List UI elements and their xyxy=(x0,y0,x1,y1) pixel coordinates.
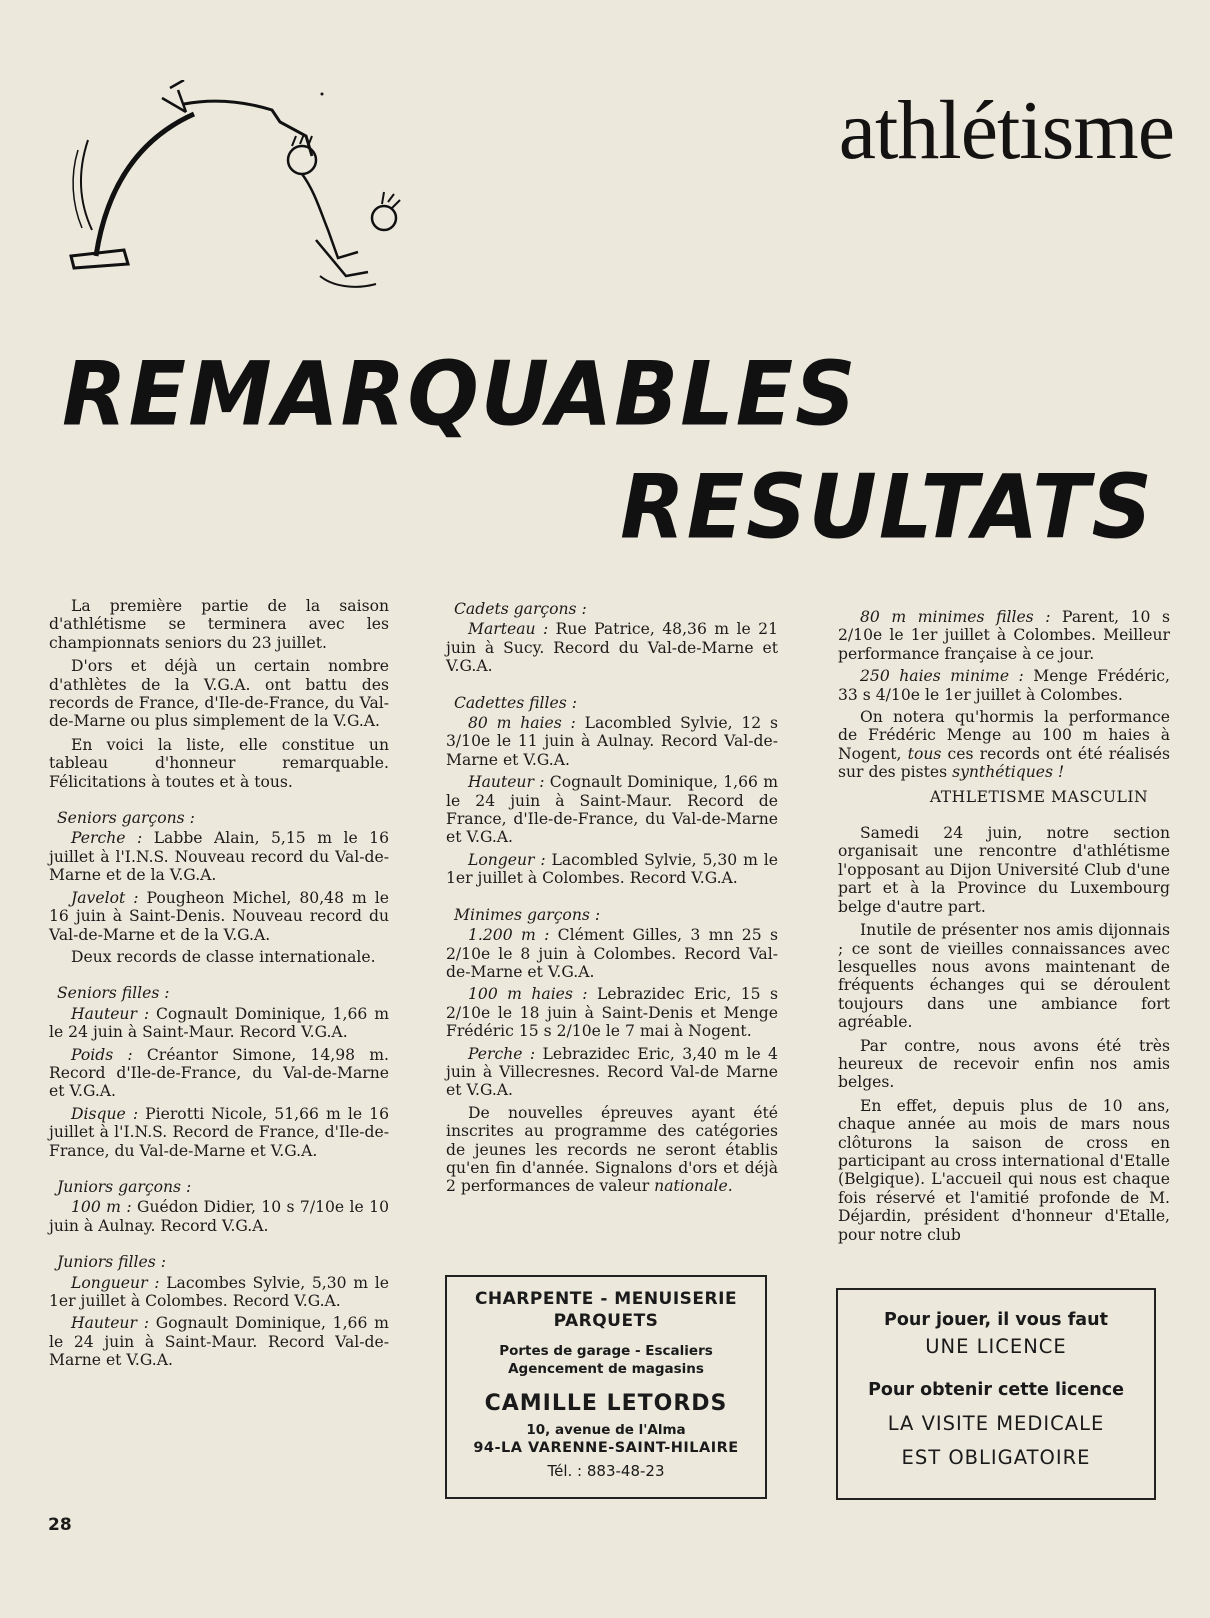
subsection-heading: ATHLETISME MASCULIN xyxy=(929,787,1149,806)
record-entry xyxy=(446,714,778,769)
event-label: Hauteur : xyxy=(71,1004,150,1023)
event-label: 80 m haies : xyxy=(468,714,576,733)
body-paragraph: En effet, depuis plus de 10 ans, chaque année au mois de mars nous clôturons la saison de cross en participant au cross international d'Etalle (Belgique). L'accueil qui nous est chaque fois réservé et l'amitié profonde de M. Déjardin, président d'honneur d'Etalle, pour notre club xyxy=(838,1096,1170,1244)
event-label: 1.200 m : xyxy=(468,926,550,945)
event-label: Hauteur : xyxy=(468,773,545,792)
carpentry-advertisement xyxy=(445,1275,767,1499)
closing-text: De nouvelles épreuves ayant été inscrites au programme des catégories de jeunes les records ne seront établis qu'en fin d'année. Signalons d'ors et déjà 2 performances de valeur xyxy=(446,1103,778,1196)
record-text: Lacombled Sylvie, 5,30 m le 1er juillet à Colombes. Record V.G.A. xyxy=(446,850,778,888)
section-title: athlétisme xyxy=(838,84,1174,177)
licence-notice xyxy=(836,1288,1156,1500)
record-entry xyxy=(446,620,778,675)
note-text: ces records ont été réalisés sur des pistes xyxy=(838,744,1170,782)
record-entry xyxy=(49,1046,389,1101)
category-heading: Cadettes filles : xyxy=(454,693,577,712)
event-label: Longueur : xyxy=(71,1273,160,1292)
ad-phone: Tél. : 883-48-23 xyxy=(547,1462,665,1480)
page-number: 28 xyxy=(48,1515,72,1535)
headline-line-2: RESULTATS xyxy=(620,455,1154,559)
intro-paragraph: La première partie de la saison d'athlétisme se terminera avec les championnats seniors du 23 juillet. xyxy=(49,597,389,652)
record-text: Cognault Dominique, 1,66 m le 24 juin à Saint-Maur. Record de France, d'Ile-de-France, du Val-de-Marne et V.G.A. xyxy=(446,773,778,847)
record-entry xyxy=(446,851,778,888)
category-heading: Cadets garçons : xyxy=(454,600,587,618)
ad-line: CHARPENTE - MENUISERIE xyxy=(474,1289,738,1309)
category-heading: Minimes garçons : xyxy=(454,905,601,924)
record-text: Rue Patrice, 48,36 m le 21 juin à Sucy. Record du Val-de-Marne et V.G.A. xyxy=(446,620,778,676)
record-entry xyxy=(446,773,778,847)
body-paragraph: Par contre, nous avons été très heureux de recevoir enfin nos amis belges. xyxy=(838,1036,1170,1092)
event-label: Longeur : xyxy=(468,850,546,869)
category-heading: Seniors filles : xyxy=(57,984,170,1003)
article-column-3 xyxy=(838,608,1170,1249)
record-text: Cognault Dominique, 1,66 m le 24 juin à Saint-Maur. Record V.G.A. xyxy=(49,1004,389,1042)
record-text: Créantor Simone, 14,98 m. Record d'Ile-de-France, du Val-de-Marne et V.G.A. xyxy=(49,1045,389,1101)
note-paragraph xyxy=(838,708,1170,782)
event-label: 100 m haies : xyxy=(468,985,588,1004)
body-paragraph: Samedi 24 juin, notre section organisait une rencontre d'athlétisme l'opposant au Dijon Université Club d'une part et à la Province du Luxembourg belge d'autre part. xyxy=(838,824,1170,916)
note-emphasis: synthétiques ! xyxy=(952,763,1065,782)
headline-line-1: REMARQUABLES xyxy=(62,342,858,446)
record-text: Guédon Didier, 10 s 7/10e le 10 juin à Aulnay. Record V.G.A. xyxy=(49,1198,390,1235)
record-entry xyxy=(49,829,389,884)
record-text: Clément Gilles, 3 mn 25 s 2/10e le 8 juin à Colombes. Record Val-de-Marne et V.G.A. xyxy=(446,926,778,981)
ad-address: 10, avenue de l'Alma xyxy=(526,1422,686,1438)
event-label: 100 m : xyxy=(71,1198,132,1217)
ad-city: 94-LA VARENNE-SAINT-HILAIRE xyxy=(473,1440,739,1456)
body-paragraph: Inutile de présenter nos amis dijonnais ; ce sont de vieilles connaissances avec lesquelles nous avons maintenant de fréquents échanges qui se déroulent toujours dans une ambiance fort agréable. xyxy=(838,921,1170,1032)
record-entry xyxy=(446,985,778,1040)
ad-company-name: CAMILLE LETORDS xyxy=(484,1391,728,1416)
record-text: Gognault Dominique, 1,66 m le 24 juin à Saint-Maur. Record Val-de-Marne et V.G.A. xyxy=(49,1314,389,1370)
event-label: 250 haies minime : xyxy=(860,667,1024,686)
notice-line: Pour obtenir cette licence xyxy=(868,1380,1124,1400)
record-text: Pierotti Nicole, 51,66 m le 16 juillet à l'I.N.S. Record de France, d'Ile-de-France, du Val-de-Marne et V.G.A. xyxy=(49,1104,389,1160)
closing-paragraph xyxy=(446,1104,778,1196)
record-entry xyxy=(49,1314,389,1369)
record-entry xyxy=(838,608,1170,663)
category-heading: Juniors garçons : xyxy=(57,1177,192,1196)
record-entry xyxy=(49,889,389,944)
record-text: Lacombled Sylvie, 12 s 3/10e le 11 juin à Aulnay. Record Val-de-Marne et V.G.A. xyxy=(446,714,779,769)
event-label: Marteau : xyxy=(468,620,549,639)
record-text: Parent, 10 s 2/10e le 1er juillet à Colombes. Meilleur performance française à ce jour. xyxy=(838,608,1170,663)
event-label: Poids : xyxy=(71,1045,133,1064)
ad-line: PARQUETS xyxy=(553,1311,659,1331)
event-label: Javelot : xyxy=(71,888,139,907)
category-heading: Seniors garçons : xyxy=(57,809,195,828)
record-entry xyxy=(446,926,778,981)
note-text: On notera qu'hormis la performance de Frédéric Menge au 100 m haies à Nogent, xyxy=(838,708,1170,763)
note-emphasis: tous xyxy=(907,744,942,763)
ad-line: Agencement de magasins xyxy=(508,1361,704,1377)
event-label: Disque : xyxy=(71,1104,139,1123)
record-text: Labbe Alain, 5,15 m le 16 juillet à l'I.N.S. Nouveau record du Val-de-Marne et de la V.G.A. xyxy=(49,829,389,885)
record-text: Menge Frédéric, 33 s 4/10e le 1er juillet à Colombes. xyxy=(838,667,1170,704)
event-label: Hauteur : xyxy=(71,1314,149,1333)
closing-emphasis: nationale. xyxy=(654,1177,733,1196)
event-label: Perche : xyxy=(71,829,143,848)
event-label: Perche : xyxy=(468,1044,536,1063)
category-heading: Juniors filles : xyxy=(57,1253,166,1272)
notice-line: LA VISITE MEDICALE xyxy=(887,1412,1105,1435)
event-label: 80 m minimes filles : xyxy=(860,608,1051,626)
intro-paragraph: D'ors et déjà un certain nombre d'athlètes de la V.G.A. ont battu des records de France, d'Ile-de-France, du Val-de-Marne ou plus simplement de la V.G.A. xyxy=(49,657,389,731)
record-entry xyxy=(446,1045,778,1100)
notice-line: UNE LICENCE xyxy=(925,1335,1067,1358)
record-text: Lacombes Sylvie, 5,30 m le 1er juillet à Colombes. Record V.G.A. xyxy=(49,1273,389,1310)
record-text: Lebrazidec Eric, 15 s 2/10e le 18 juin à Saint-Denis et Menge Frédéric 15 s 2/10e le 7 mai à Nogent. xyxy=(446,985,779,1041)
article-column-2 xyxy=(446,600,778,1201)
record-entry xyxy=(49,1274,389,1311)
record-entry xyxy=(49,1105,389,1160)
record-text: Pougheon Michel, 80,48 m le 16 juin à Saint-Denis. Nouveau record du Val-de-Marne et de la V.G.A. xyxy=(49,888,389,944)
article-column-1 xyxy=(49,597,389,1374)
note-paragraph: Deux records de classe internationale. xyxy=(71,947,376,966)
record-text: Lebrazidec Eric, 3,40 m le 4 juin à Villecresnes. Record Val-de Marne et V.G.A. xyxy=(446,1044,778,1100)
record-entry xyxy=(49,1198,389,1235)
record-entry xyxy=(49,1005,389,1042)
record-entry xyxy=(838,667,1170,704)
ad-line: Portes de garage - Escaliers xyxy=(499,1343,713,1359)
notice-line: EST OBLIGATOIRE xyxy=(901,1446,1091,1469)
pole-vaulter-illustration xyxy=(66,80,412,294)
intro-paragraph: En voici la liste, elle constitue un tableau d'honneur remarquable. Félicitations à toutes et à tous. xyxy=(49,735,389,791)
notice-line: Pour jouer, il vous faut xyxy=(884,1310,1108,1330)
